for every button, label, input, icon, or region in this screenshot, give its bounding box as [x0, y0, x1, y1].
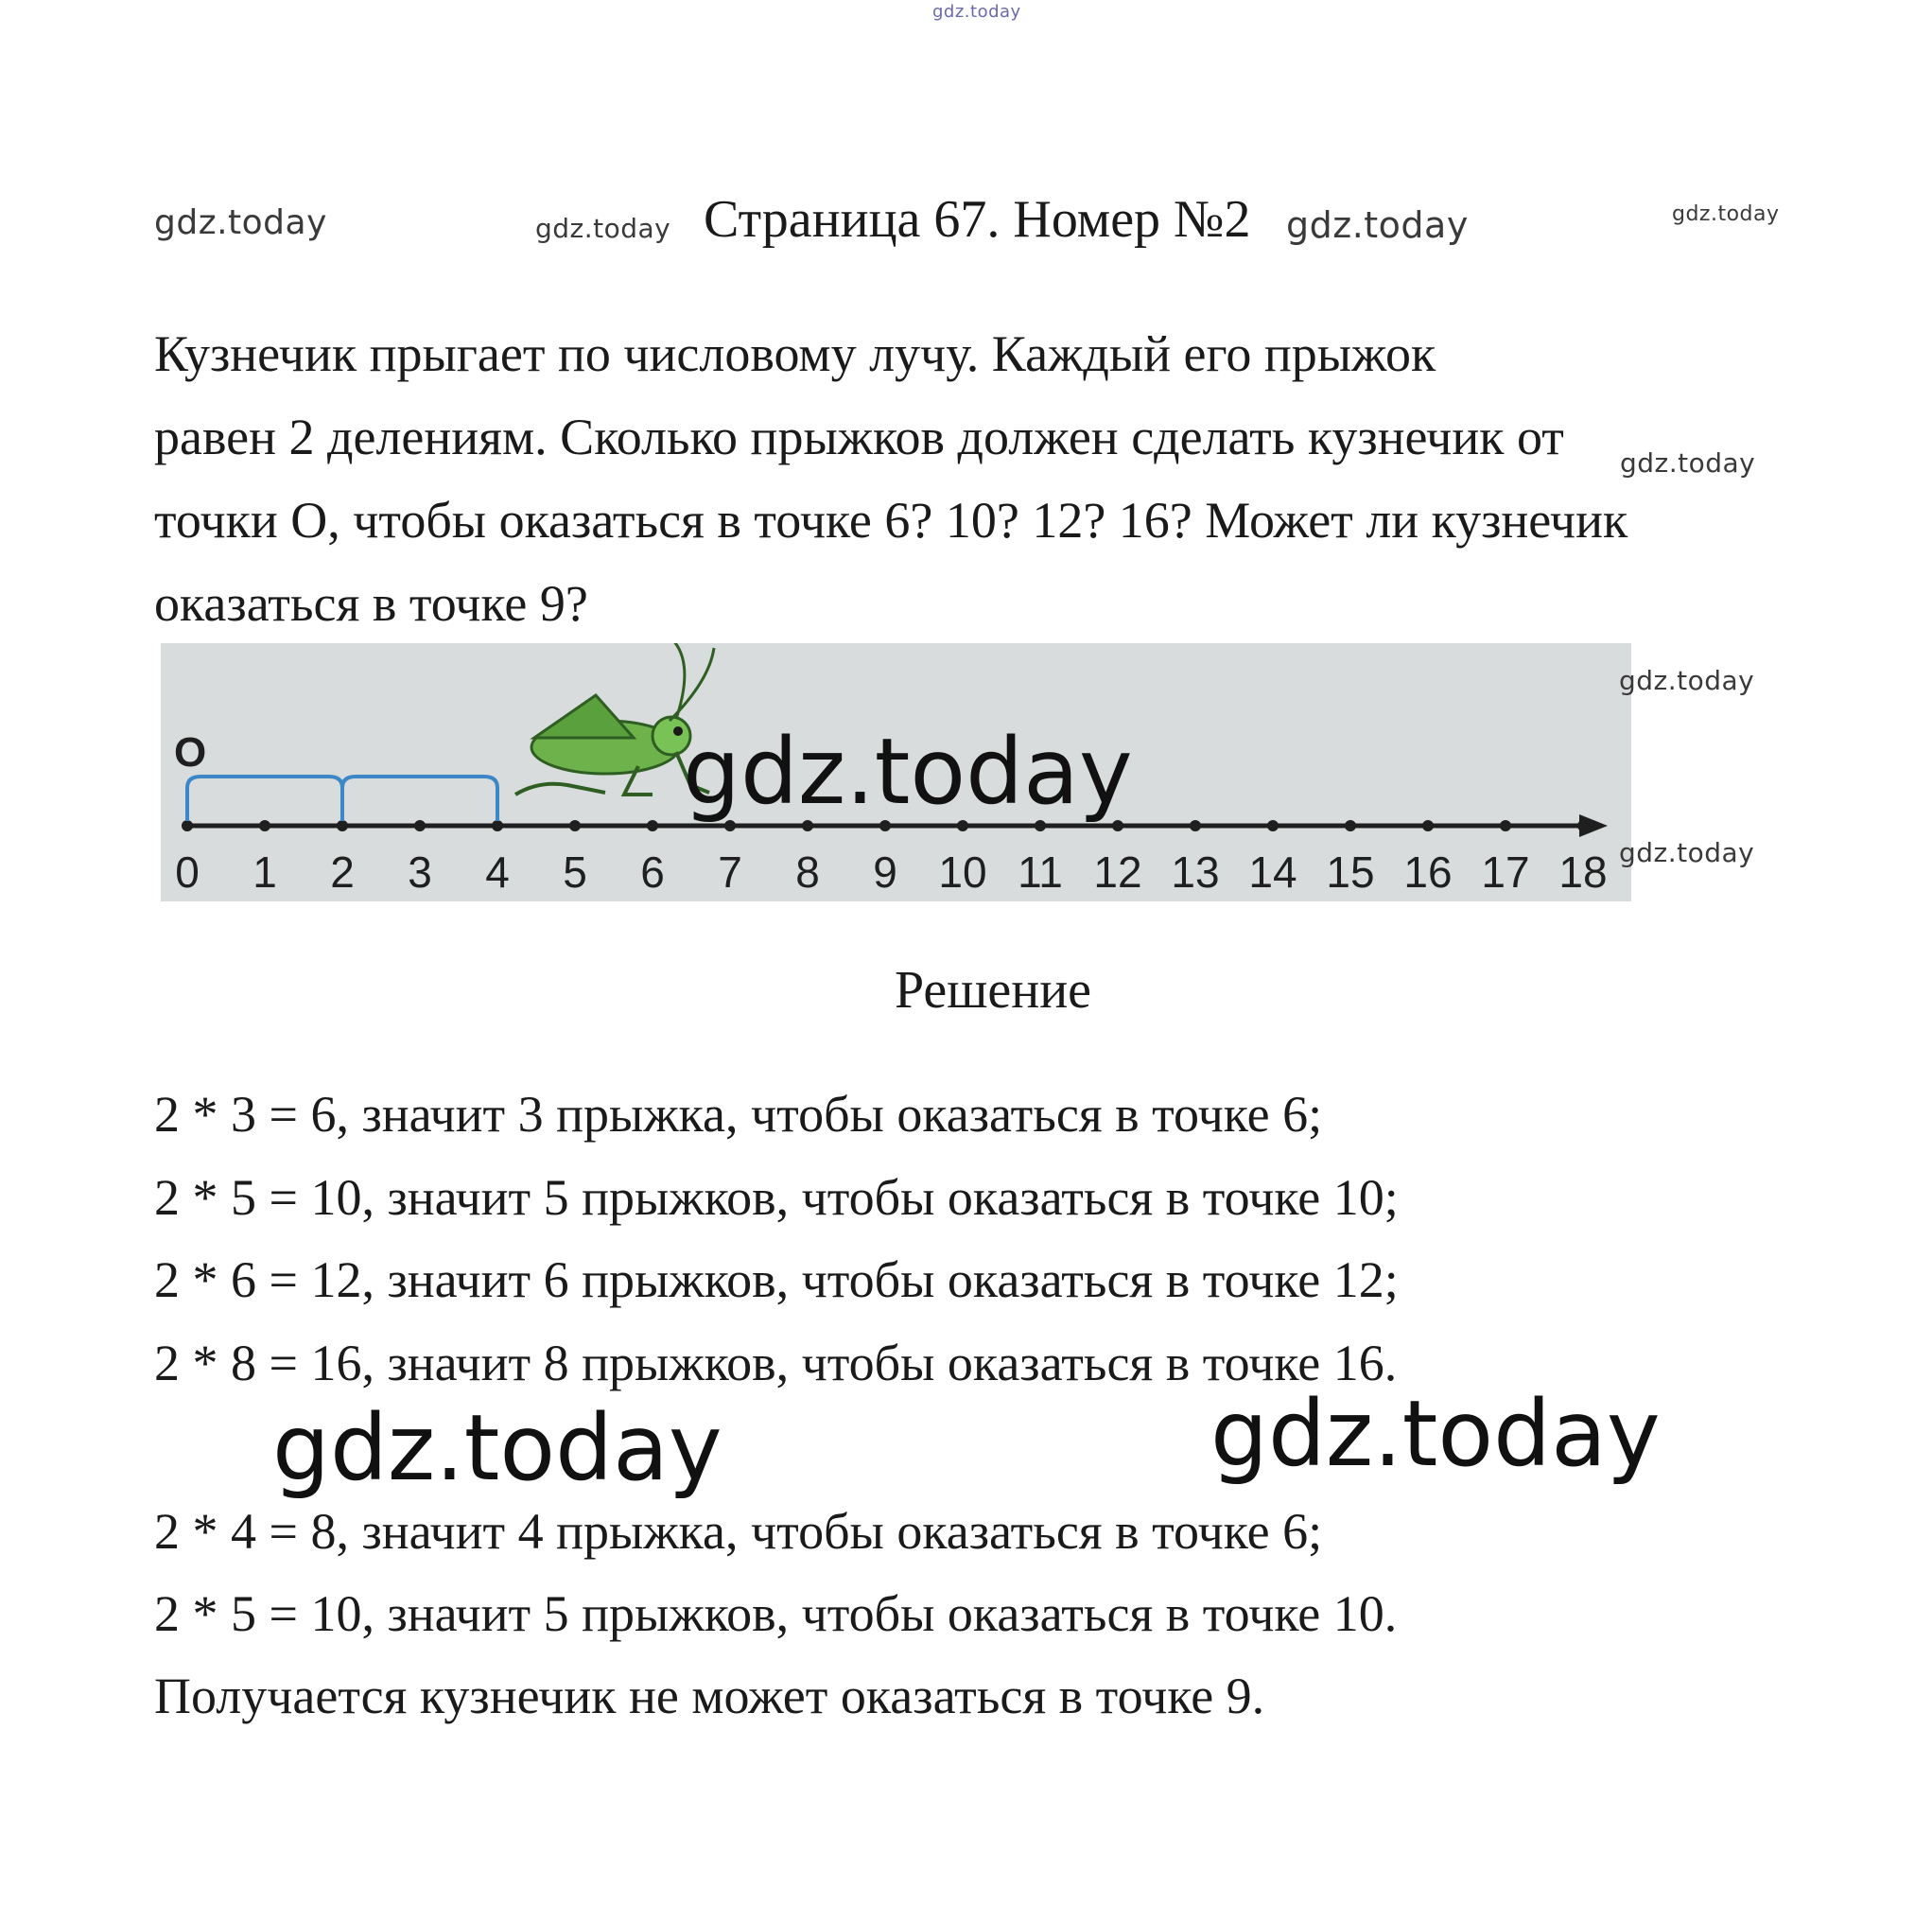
watermark-after-title: gdz.today	[1286, 204, 1469, 246]
tick-group	[175, 820, 1607, 897]
tick-mark-1	[259, 820, 270, 831]
tick-label-4: 4	[485, 847, 510, 897]
tick-mark-2	[337, 820, 348, 831]
tick-label-17: 17	[1481, 847, 1530, 897]
tick-label-18: 18	[1558, 847, 1608, 897]
tick-mark-4	[492, 820, 503, 831]
tick-mark-6	[647, 820, 658, 831]
task-line: Кузнечик прыгает по числовому лучу. Каждый его прыжок	[154, 325, 1436, 382]
tick-label-7: 7	[718, 847, 742, 897]
task-text	[154, 312, 1819, 645]
tick-label-14: 14	[1248, 847, 1297, 897]
watermark-right-top: gdz.today	[1672, 202, 1780, 226]
tick-label-5: 5	[563, 847, 587, 897]
tick-label-15: 15	[1326, 847, 1375, 897]
tick-mark-17	[1500, 820, 1511, 831]
solution-heading: Решение	[894, 961, 1092, 1020]
jump-arc-2	[342, 777, 497, 821]
tick-label-9: 9	[873, 847, 897, 897]
tick-mark-13	[1190, 820, 1201, 831]
solution-line: 2 * 5 = 10, значит 5 прыжков, чтобы оказаться в точке 10;	[154, 1169, 1399, 1226]
jump-arc-1	[187, 777, 342, 821]
task-line: точки О, чтобы оказаться в точке 6? 10? 12? 16? Может ли кузнечик	[154, 492, 1628, 549]
conclusion-line: 2 * 4 = 8, значит 4 прыжка, чтобы оказаться в точке 6;	[154, 1503, 1323, 1560]
tick-label-10: 10	[938, 847, 987, 897]
watermark-top: gdz.today	[932, 2, 1021, 22]
tick-label-3: 3	[408, 847, 432, 897]
tick-label-12: 12	[1093, 847, 1142, 897]
tick-label-8: 8	[795, 847, 820, 897]
watermark-bottom-left: gdz.today	[272, 1395, 722, 1501]
watermark-figure-right-2: gdz.today	[1619, 837, 1755, 868]
tick-mark-5	[569, 820, 581, 831]
watermark-left: gdz.today	[154, 203, 327, 242]
jump-arcs	[187, 777, 497, 821]
tick-mark-16	[1422, 820, 1434, 831]
tick-mark-18	[1577, 820, 1589, 831]
solution-line: 2 * 3 = 6, значит 3 прыжка, чтобы оказаться в точке 6;	[154, 1086, 1323, 1143]
tick-label-16: 16	[1403, 847, 1453, 897]
tick-mark-0	[182, 820, 193, 831]
origin-label: O	[174, 729, 207, 776]
tick-mark-3	[414, 820, 426, 831]
tick-label-6: 6	[640, 847, 665, 897]
tick-label-13: 13	[1171, 847, 1220, 897]
task-line: равен 2 делениям. Сколько прыжков должен сделать кузнечик от	[154, 409, 1564, 465]
tick-label-2: 2	[330, 847, 355, 897]
watermark-right-task: gdz.today	[1620, 447, 1756, 479]
watermark-bottom-right: gdz.today	[1210, 1381, 1661, 1487]
tick-label-11: 11	[1018, 847, 1063, 897]
solution-line: 2 * 8 = 16, значит 8 прыжков, чтобы оказаться в точке 16.	[154, 1335, 1398, 1391]
conclusion-line: Получается кузнечик не может оказаться в точке 9.	[154, 1668, 1265, 1724]
watermark-mid: gdz.today	[535, 213, 671, 244]
page-title: Страница 67. Номер №2	[704, 190, 1251, 249]
tick-mark-15	[1345, 820, 1356, 831]
solution-line: 2 * 6 = 12, значит 6 прыжков, чтобы оказаться в точке 12;	[154, 1251, 1399, 1308]
watermark-figure-right-1: gdz.today	[1619, 665, 1755, 696]
task-line: оказаться в точке 9?	[154, 575, 588, 632]
watermark-figure-center: gdz.today	[683, 719, 1133, 825]
conclusion-line: 2 * 5 = 10, значит 5 прыжков, чтобы оказаться в точке 10.	[154, 1585, 1398, 1642]
tick-mark-14	[1267, 820, 1279, 831]
tick-label-1: 1	[252, 847, 277, 897]
tick-label-0: 0	[175, 847, 200, 897]
